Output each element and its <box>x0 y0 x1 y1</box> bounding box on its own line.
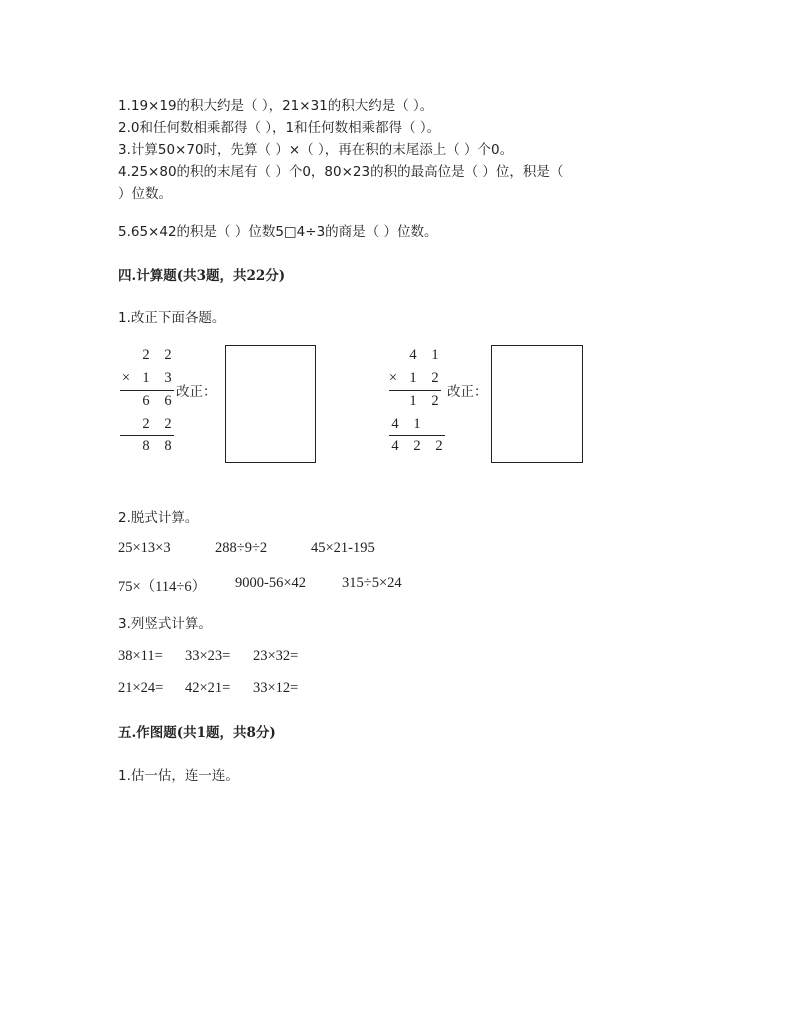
digit: 2 <box>431 370 439 386</box>
digit: 2 <box>142 347 150 363</box>
expression: 315÷5×24 <box>342 575 402 591</box>
digit: 1 <box>409 393 417 409</box>
digit: 2 <box>435 438 443 454</box>
digit: 1 <box>413 416 421 432</box>
section-5-q1-label: 1.估一估，连一连。 <box>118 768 239 784</box>
divider-line <box>389 435 445 436</box>
section-4-q3-label: 3.列竖式计算。 <box>118 616 212 632</box>
expression: 9000-56×42 <box>235 575 307 591</box>
section-4-title: 四.计算题(共3题，共22分) <box>118 268 286 284</box>
question-3: 3.计算50×70时，先算（ ）×（ ），再在积的末尾添上（ ）个0。 <box>118 142 514 158</box>
digit: 1 <box>409 370 417 386</box>
section-4-q2-label: 2.脱式计算。 <box>118 510 199 526</box>
digit: 4 <box>391 416 399 432</box>
multiply-sign: × <box>121 370 131 386</box>
multiply-sign: × <box>388 370 398 386</box>
expression: 21×24= <box>118 680 164 696</box>
expression: 33×23= <box>185 648 231 664</box>
question-2: 2.0和任何数相乘都得（ ），1和任何数相乘都得（ ）。 <box>118 120 441 136</box>
question-1: 1.19×19的积大约是（ ），21×31的积大约是（ ）。 <box>118 98 434 114</box>
digit: 2 <box>431 393 439 409</box>
expression: 288÷9÷2 <box>215 540 268 556</box>
digit: 6 <box>142 393 150 409</box>
divider-line <box>120 390 174 391</box>
correction-box-b[interactable] <box>491 345 583 463</box>
question-4-line-2: ）位数。 <box>118 186 172 202</box>
expression: 45×21-195 <box>311 540 375 556</box>
expression: 23×32= <box>253 648 299 664</box>
digit: 2 <box>164 347 172 363</box>
divider-line <box>389 390 441 391</box>
digit: 8 <box>142 438 150 454</box>
expression: 75×（114÷6） <box>118 579 207 595</box>
digit: 3 <box>164 370 172 386</box>
correction-box-a[interactable] <box>225 345 316 463</box>
section-5-title: 五.作图题(共1题，共8分) <box>118 725 276 741</box>
digit: 4 <box>391 438 399 454</box>
digit: 8 <box>164 438 172 454</box>
question-5: 5.65×42的积是（ ）位数5□4÷3的商是（ ）位数。 <box>118 224 438 240</box>
digit: 4 <box>409 347 417 363</box>
digit: 2 <box>142 416 150 432</box>
digit: 6 <box>164 393 172 409</box>
expression: 33×12= <box>253 680 299 696</box>
correct-label-b: 改正： <box>447 384 488 400</box>
digit: 2 <box>413 438 421 454</box>
digit: 1 <box>431 347 439 363</box>
digit: 1 <box>142 370 150 386</box>
divider-line <box>120 435 174 436</box>
expression: 38×11= <box>118 648 163 664</box>
expression: 25×13×3 <box>118 540 171 556</box>
section-4-q1-label: 1.改正下面各题。 <box>118 310 226 326</box>
correct-label-a: 改正： <box>176 384 217 400</box>
question-4-line-1: 4.25×80的积的末尾有（ ）个0，80×23的积的最高位是（ ）位，积是（ <box>118 164 564 180</box>
digit: 2 <box>164 416 172 432</box>
expression: 42×21= <box>185 680 231 696</box>
